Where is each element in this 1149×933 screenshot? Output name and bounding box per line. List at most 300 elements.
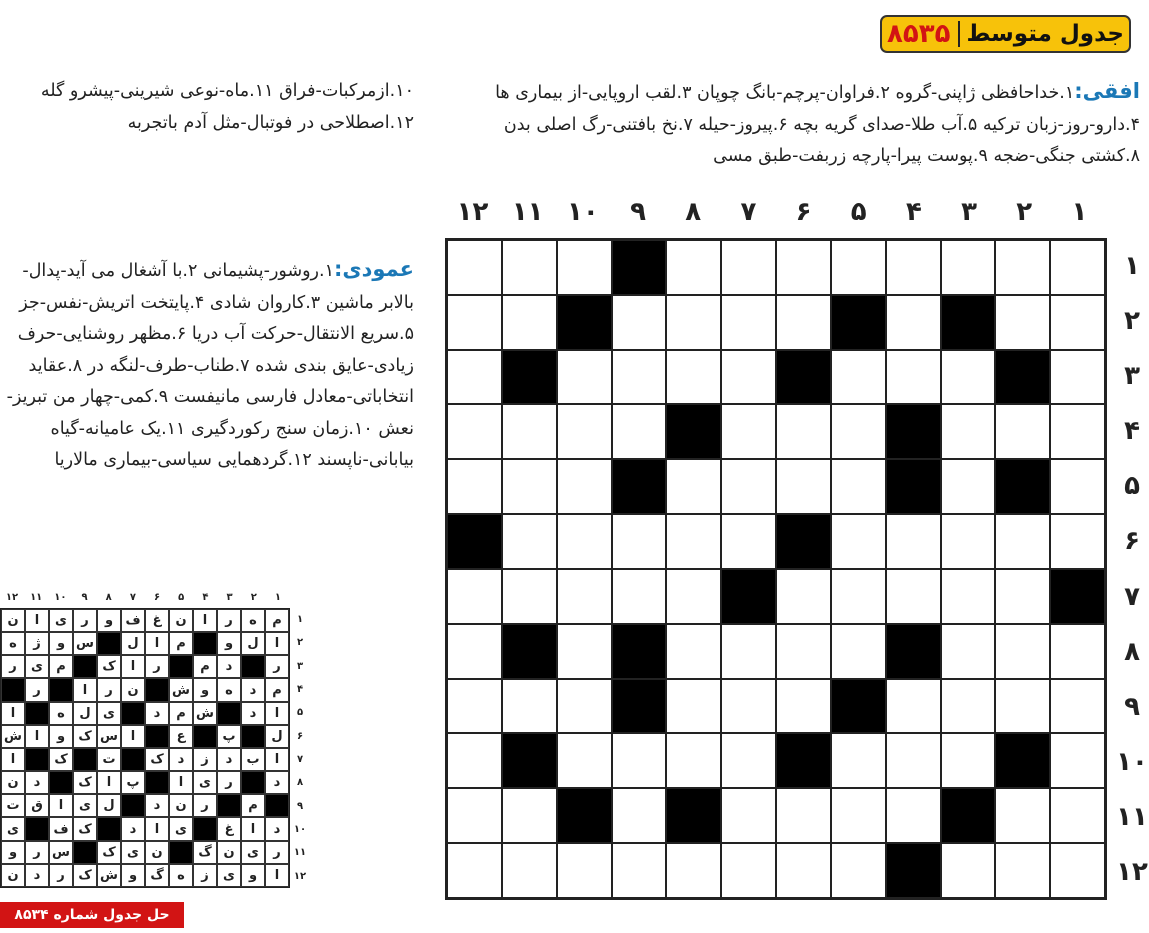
row-number: ۹: [1124, 691, 1140, 722]
solution-column-number: ۱۱: [30, 592, 43, 603]
grid-cell[interactable]: [941, 404, 996, 459]
solution-cell: ن: [169, 609, 193, 632]
solution-grid: [0, 608, 290, 888]
grid-cell[interactable]: [995, 624, 1050, 679]
solution-cell: م: [49, 655, 73, 678]
grid-cell[interactable]: [721, 295, 776, 350]
solution-cell: ش: [169, 678, 193, 701]
grid-cell[interactable]: [776, 679, 831, 734]
grid-cell[interactable]: [612, 843, 667, 898]
grid-cell[interactable]: [612, 295, 667, 350]
solution-cell: پ: [217, 725, 241, 748]
solution-row-number: ۸: [296, 777, 304, 789]
grid-cell[interactable]: [995, 843, 1050, 898]
crossword-grid: [445, 238, 1107, 900]
grid-cell[interactable]: [831, 788, 886, 843]
title-separator: [958, 21, 960, 47]
solution-cell: د: [241, 678, 265, 701]
solution-cell: و: [97, 609, 121, 632]
solution-row-number: ۱: [296, 614, 304, 626]
solution-cell-black: [169, 655, 193, 678]
grid-cell-black: [995, 459, 1050, 514]
grid-cell-black: [721, 569, 776, 624]
grid-cell[interactable]: [1050, 679, 1105, 734]
solution-cell: ل: [97, 794, 121, 817]
grid-cell[interactable]: [721, 733, 776, 788]
column-number: ۱۱: [511, 197, 544, 227]
column-number: ۴: [905, 197, 922, 227]
solution-caption: حل جدول شماره ۸۵۳۴: [0, 902, 184, 928]
grid-cell-black: [557, 788, 612, 843]
solution-column-numbers: [0, 592, 290, 606]
grid-cell[interactable]: [995, 240, 1050, 295]
row-number: ۸: [1124, 636, 1140, 667]
grid-cell[interactable]: [1050, 459, 1105, 514]
solution-cell: م: [241, 794, 265, 817]
grid-cell[interactable]: [447, 733, 502, 788]
grid-cell-black: [886, 843, 941, 898]
grid-cell-black: [502, 624, 557, 679]
across-clues-continued: ۱۰.ازمرکبات-فراق ۱۱.ماه-نوعی شیرینی-پیشرو گله ۱۲.اصطلاحی در فوتبال-مثل آدم باتجربه: [40, 81, 414, 133]
grid-cell[interactable]: [776, 295, 831, 350]
column-number: ۱۲: [456, 197, 489, 227]
column-number: ۲: [1016, 197, 1033, 227]
solution-cell-black: [97, 632, 121, 655]
solution-cell: ا: [241, 817, 265, 840]
grid-cell[interactable]: [721, 350, 776, 405]
grid-cell[interactable]: [1050, 404, 1105, 459]
row-number: ۲: [1124, 305, 1140, 336]
grid-cell[interactable]: [831, 569, 886, 624]
grid-cell[interactable]: [502, 569, 557, 624]
grid-cell[interactable]: [502, 240, 557, 295]
solution-cell-black: [145, 725, 169, 748]
grid-cell[interactable]: [612, 350, 667, 405]
solution-cell-black: [25, 702, 49, 725]
solution-row-number: ۶: [296, 730, 304, 742]
grid-cell[interactable]: [612, 514, 667, 569]
row-number: ۵: [1124, 471, 1140, 502]
grid-cell[interactable]: [447, 350, 502, 405]
grid-cell[interactable]: [502, 295, 557, 350]
grid-cell[interactable]: [557, 514, 612, 569]
solution-cell: د: [25, 771, 49, 794]
solution-cell: ی: [169, 817, 193, 840]
grid-cell[interactable]: [666, 733, 721, 788]
solution-cell-black: [121, 794, 145, 817]
solution-column-number: ۷: [129, 592, 136, 603]
solution-cell: ر: [1, 655, 25, 678]
grid-cell[interactable]: [1050, 733, 1105, 788]
grid-cell[interactable]: [447, 459, 502, 514]
solution-row-number: ۱۰: [293, 824, 307, 836]
grid-cell[interactable]: [502, 459, 557, 514]
grid-cell[interactable]: [831, 514, 886, 569]
solution-cell: ا: [145, 632, 169, 655]
solution-row-number: ۱۲: [293, 870, 307, 882]
grid-cell[interactable]: [886, 679, 941, 734]
solution-cell: ه: [1, 632, 25, 655]
grid-cell[interactable]: [447, 679, 502, 734]
grid-cell[interactable]: [1050, 350, 1105, 405]
grid-cell[interactable]: [831, 459, 886, 514]
grid-cell[interactable]: [612, 788, 667, 843]
solution-cell-black: [241, 725, 265, 748]
solution-cell: ا: [121, 655, 145, 678]
grid-cell[interactable]: [721, 679, 776, 734]
solution-cell: ی: [49, 609, 73, 632]
solution-cell: ل: [265, 725, 289, 748]
grid-cell[interactable]: [502, 679, 557, 734]
solution-cell: م: [169, 702, 193, 725]
solution-row-numbers: [292, 608, 308, 888]
grid-cell[interactable]: [502, 404, 557, 459]
grid-cell[interactable]: [776, 788, 831, 843]
grid-cell[interactable]: [666, 514, 721, 569]
grid-cell[interactable]: [557, 240, 612, 295]
grid-cell-black: [886, 624, 941, 679]
grid-cell[interactable]: [666, 679, 721, 734]
grid-cell[interactable]: [831, 350, 886, 405]
grid-cell-black: [886, 404, 941, 459]
down-clues: [0, 254, 414, 477]
solution-cell-black: [241, 655, 265, 678]
grid-cell[interactable]: [886, 240, 941, 295]
grid-cell[interactable]: [776, 843, 831, 898]
solution-cell: ر: [25, 841, 49, 864]
grid-cell[interactable]: [776, 569, 831, 624]
solution-cell: د: [169, 748, 193, 771]
solution-cell-black: [169, 841, 193, 864]
grid-cell[interactable]: [941, 514, 996, 569]
grid-cell[interactable]: [721, 240, 776, 295]
solution-cell: ر: [217, 771, 241, 794]
grid-cell[interactable]: [941, 350, 996, 405]
grid-cell[interactable]: [447, 624, 502, 679]
grid-cell[interactable]: [941, 459, 996, 514]
grid-cell[interactable]: [666, 295, 721, 350]
grid-cell[interactable]: [1050, 295, 1105, 350]
solution-cell: گ: [145, 864, 169, 887]
grid-cell[interactable]: [447, 295, 502, 350]
solution-cell: ک: [73, 817, 97, 840]
grid-cell[interactable]: [941, 624, 996, 679]
grid-cell[interactable]: [666, 240, 721, 295]
grid-cell-black: [776, 733, 831, 788]
grid-cell[interactable]: [502, 788, 557, 843]
grid-cell[interactable]: [941, 569, 996, 624]
solution-cell: د: [265, 771, 289, 794]
grid-cell[interactable]: [666, 350, 721, 405]
solution-cell: ر: [217, 609, 241, 632]
grid-cell[interactable]: [447, 240, 502, 295]
column-number: ۶: [795, 197, 812, 227]
solution-row-number: ۲: [296, 637, 304, 649]
solution-cell: ی: [121, 841, 145, 864]
grid-cell[interactable]: [995, 569, 1050, 624]
grid-cell[interactable]: [1050, 843, 1105, 898]
solution-cell: ک: [97, 841, 121, 864]
grid-cell[interactable]: [886, 514, 941, 569]
solution-cell: ا: [1, 702, 25, 725]
grid-cell-black: [941, 295, 996, 350]
grid-cell[interactable]: [995, 514, 1050, 569]
grid-cell[interactable]: [447, 404, 502, 459]
grid-cell[interactable]: [557, 733, 612, 788]
grid-cell-black: [502, 350, 557, 405]
grid-cell[interactable]: [941, 679, 996, 734]
solution-column-number: ۲: [250, 592, 257, 603]
grid-cell[interactable]: [721, 404, 776, 459]
solution-cell: ی: [193, 771, 217, 794]
solution-cell: ز: [193, 864, 217, 887]
grid-cell[interactable]: [776, 404, 831, 459]
column-number: ۱: [1071, 197, 1088, 227]
solution-cell: ا: [265, 864, 289, 887]
across-heading: افقی:: [1074, 79, 1140, 103]
solution-cell: ه: [241, 609, 265, 632]
row-number: ۴: [1124, 416, 1140, 447]
solution-cell: ر: [145, 655, 169, 678]
solution-cell: ا: [145, 817, 169, 840]
grid-cell[interactable]: [1050, 514, 1105, 569]
grid-cell[interactable]: [941, 843, 996, 898]
grid-cell[interactable]: [776, 459, 831, 514]
solution-cell: ک: [49, 748, 73, 771]
across-clues-text: ۱.خداحافظی ژاپنی-گروه ۲.فراوان-پرچم-بانگ چوپان ۳.لقب اروپایی-از بیماری ها ۴.دارو-روز-زبان ترکیه ۵.آب طلا-صدای گریه بچه ۶.پیروز-حیله ۷.نخ بافتنی-رگ اصلی بدن ۸.کشتی جنگی-ضجه ۹.پوست پیرا-پارچه زربفت-طبق مسی: [495, 83, 1140, 166]
solution-cell: ل: [241, 632, 265, 655]
solution-column-number: ۵: [178, 592, 185, 603]
grid-cell-black: [557, 295, 612, 350]
grid-cell[interactable]: [557, 624, 612, 679]
grid-cell[interactable]: [776, 624, 831, 679]
solution-row-number: ۳: [296, 660, 304, 672]
solution-cell: ا: [121, 725, 145, 748]
grid-cell-black: [612, 679, 667, 734]
grid-cell[interactable]: [995, 295, 1050, 350]
grid-cell[interactable]: [995, 788, 1050, 843]
grid-cell[interactable]: [831, 240, 886, 295]
grid-cell[interactable]: [666, 459, 721, 514]
grid-cell-black: [612, 624, 667, 679]
solution-cell: د: [145, 702, 169, 725]
grid-cell[interactable]: [886, 733, 941, 788]
puzzle-title-badge: [880, 15, 1131, 53]
grid-cell[interactable]: [557, 350, 612, 405]
solution-cell: ر: [265, 655, 289, 678]
grid-cell[interactable]: [995, 404, 1050, 459]
row-number: ۱۱: [1116, 802, 1148, 833]
solution-column-number: ۱۰: [54, 592, 67, 603]
solution-cell: و: [1, 841, 25, 864]
grid-cell[interactable]: [557, 843, 612, 898]
grid-cell-black: [886, 459, 941, 514]
grid-cell[interactable]: [941, 240, 996, 295]
solution-cell: ن: [169, 794, 193, 817]
grid-cell[interactable]: [557, 459, 612, 514]
solution-cell: گ: [193, 841, 217, 864]
solution-cell: ت: [1, 794, 25, 817]
grid-cell[interactable]: [557, 569, 612, 624]
puzzle-number: ۸۵۳۵: [887, 19, 951, 49]
grid-cell[interactable]: [666, 624, 721, 679]
solution-cell: ا: [49, 794, 73, 817]
solution-cell: ا: [265, 748, 289, 771]
solution-cell: ن: [121, 678, 145, 701]
column-number: ۸: [685, 197, 702, 227]
solution-cell: س: [73, 632, 97, 655]
solution-cell: ک: [73, 771, 97, 794]
solution-cell: ی: [1, 817, 25, 840]
solution-cell: ر: [49, 864, 73, 887]
solution-cell: ژ: [25, 632, 49, 655]
grid-cell[interactable]: [831, 404, 886, 459]
grid-cell[interactable]: [447, 843, 502, 898]
solution-cell: ش: [1, 725, 25, 748]
column-numbers: [445, 194, 1107, 230]
grid-cell-black: [666, 404, 721, 459]
grid-cell[interactable]: [721, 788, 776, 843]
solution-cell-black: [121, 702, 145, 725]
grid-cell[interactable]: [831, 843, 886, 898]
solution-cell-black: [217, 702, 241, 725]
grid-cell-black: [776, 350, 831, 405]
solution-cell: ک: [145, 748, 169, 771]
solution-cell: ا: [169, 771, 193, 794]
grid-cell-black: [447, 514, 502, 569]
solution-cell: م: [265, 678, 289, 701]
solution-cell: ر: [73, 609, 97, 632]
solution-cell: ب: [241, 748, 265, 771]
grid-cell-black: [666, 788, 721, 843]
solution-cell-black: [73, 748, 97, 771]
solution-column-number: ۱: [274, 592, 281, 603]
solution-cell-black: [1, 678, 25, 701]
puzzle-title: جدول متوسط: [966, 21, 1124, 47]
grid-cell[interactable]: [776, 240, 831, 295]
grid-cell[interactable]: [612, 569, 667, 624]
grid-cell[interactable]: [831, 733, 886, 788]
solution-cell: ن: [1, 864, 25, 887]
solution-cell: ا: [265, 702, 289, 725]
row-number: ۷: [1124, 581, 1140, 612]
grid-cell[interactable]: [995, 679, 1050, 734]
solution-column-number: ۶: [154, 592, 161, 603]
solution-cell: ا: [97, 771, 121, 794]
solution-cell: ع: [169, 725, 193, 748]
solution-cell-black: [25, 817, 49, 840]
solution-cell: د: [265, 817, 289, 840]
solution-cell-black: [73, 655, 97, 678]
grid-cell[interactable]: [1050, 788, 1105, 843]
solution-cell: و: [49, 725, 73, 748]
solution-cell: ف: [121, 609, 145, 632]
solution-column-number: ۱۲: [5, 592, 19, 603]
grid-cell[interactable]: [941, 733, 996, 788]
grid-cell-black: [831, 679, 886, 734]
grid-cell[interactable]: [666, 843, 721, 898]
solution-cell: ل: [121, 632, 145, 655]
solution-column-number: ۳: [226, 592, 233, 603]
row-number: ۱: [1124, 250, 1140, 281]
grid-cell[interactable]: [721, 459, 776, 514]
solution-cell: د: [121, 817, 145, 840]
solution-cell: ا: [25, 609, 49, 632]
grid-cell[interactable]: [502, 843, 557, 898]
solution-cell: ف: [49, 817, 73, 840]
solution-cell: ن: [1, 609, 25, 632]
solution-cell: م: [169, 632, 193, 655]
solution-cell: ه: [49, 702, 73, 725]
grid-cell[interactable]: [1050, 240, 1105, 295]
grid-cell[interactable]: [502, 514, 557, 569]
grid-cell-black: [831, 295, 886, 350]
column-number: ۹: [630, 197, 646, 227]
solution-cell: ی: [73, 794, 97, 817]
solution-cell: ت: [97, 748, 121, 771]
grid-cell-black: [941, 788, 996, 843]
solution-cell-black: [193, 632, 217, 655]
solution-cell: ه: [169, 864, 193, 887]
solution-cell-black: [265, 794, 289, 817]
grid-cell[interactable]: [447, 788, 502, 843]
grid-cell[interactable]: [831, 624, 886, 679]
solution-cell-black: [145, 678, 169, 701]
solution-cell: ق: [25, 794, 49, 817]
grid-cell[interactable]: [886, 350, 941, 405]
grid-cell[interactable]: [612, 733, 667, 788]
solution-row-number: ۹: [296, 800, 304, 812]
solution-cell: و: [49, 632, 73, 655]
solution-cell: ی: [241, 841, 265, 864]
grid-cell-black: [502, 733, 557, 788]
solution-cell: د: [25, 864, 49, 887]
grid-cell[interactable]: [1050, 624, 1105, 679]
solution-cell: ر: [97, 678, 121, 701]
grid-cell[interactable]: [557, 679, 612, 734]
grid-cell[interactable]: [557, 404, 612, 459]
solution-cell: ک: [97, 655, 121, 678]
solution-cell: ا: [25, 725, 49, 748]
grid-cell[interactable]: [721, 514, 776, 569]
grid-cell-black: [995, 733, 1050, 788]
solution-cell: د: [217, 655, 241, 678]
grid-cell[interactable]: [886, 295, 941, 350]
solution-cell: ک: [73, 725, 97, 748]
solution-cell-black: [193, 725, 217, 748]
solution-cell-black: [241, 771, 265, 794]
grid-cell[interactable]: [886, 788, 941, 843]
solution-cell: پ: [121, 771, 145, 794]
grid-cell[interactable]: [612, 404, 667, 459]
solution-cell: ش: [193, 702, 217, 725]
grid-cell-black: [612, 240, 667, 295]
column-number: ۳: [961, 197, 977, 227]
row-numbers: [1112, 238, 1149, 900]
solution-column-number: ۹: [81, 592, 88, 603]
solution-cell-black: [73, 841, 97, 864]
grid-cell[interactable]: [447, 569, 502, 624]
grid-cell-black: [776, 514, 831, 569]
solution-cell: ی: [97, 702, 121, 725]
solution-cell: ا: [193, 609, 217, 632]
solution-cell: ز: [193, 748, 217, 771]
grid-cell[interactable]: [721, 843, 776, 898]
grid-cell[interactable]: [886, 569, 941, 624]
grid-cell[interactable]: [666, 569, 721, 624]
solution-cell: ک: [73, 864, 97, 887]
grid-cell[interactable]: [721, 624, 776, 679]
